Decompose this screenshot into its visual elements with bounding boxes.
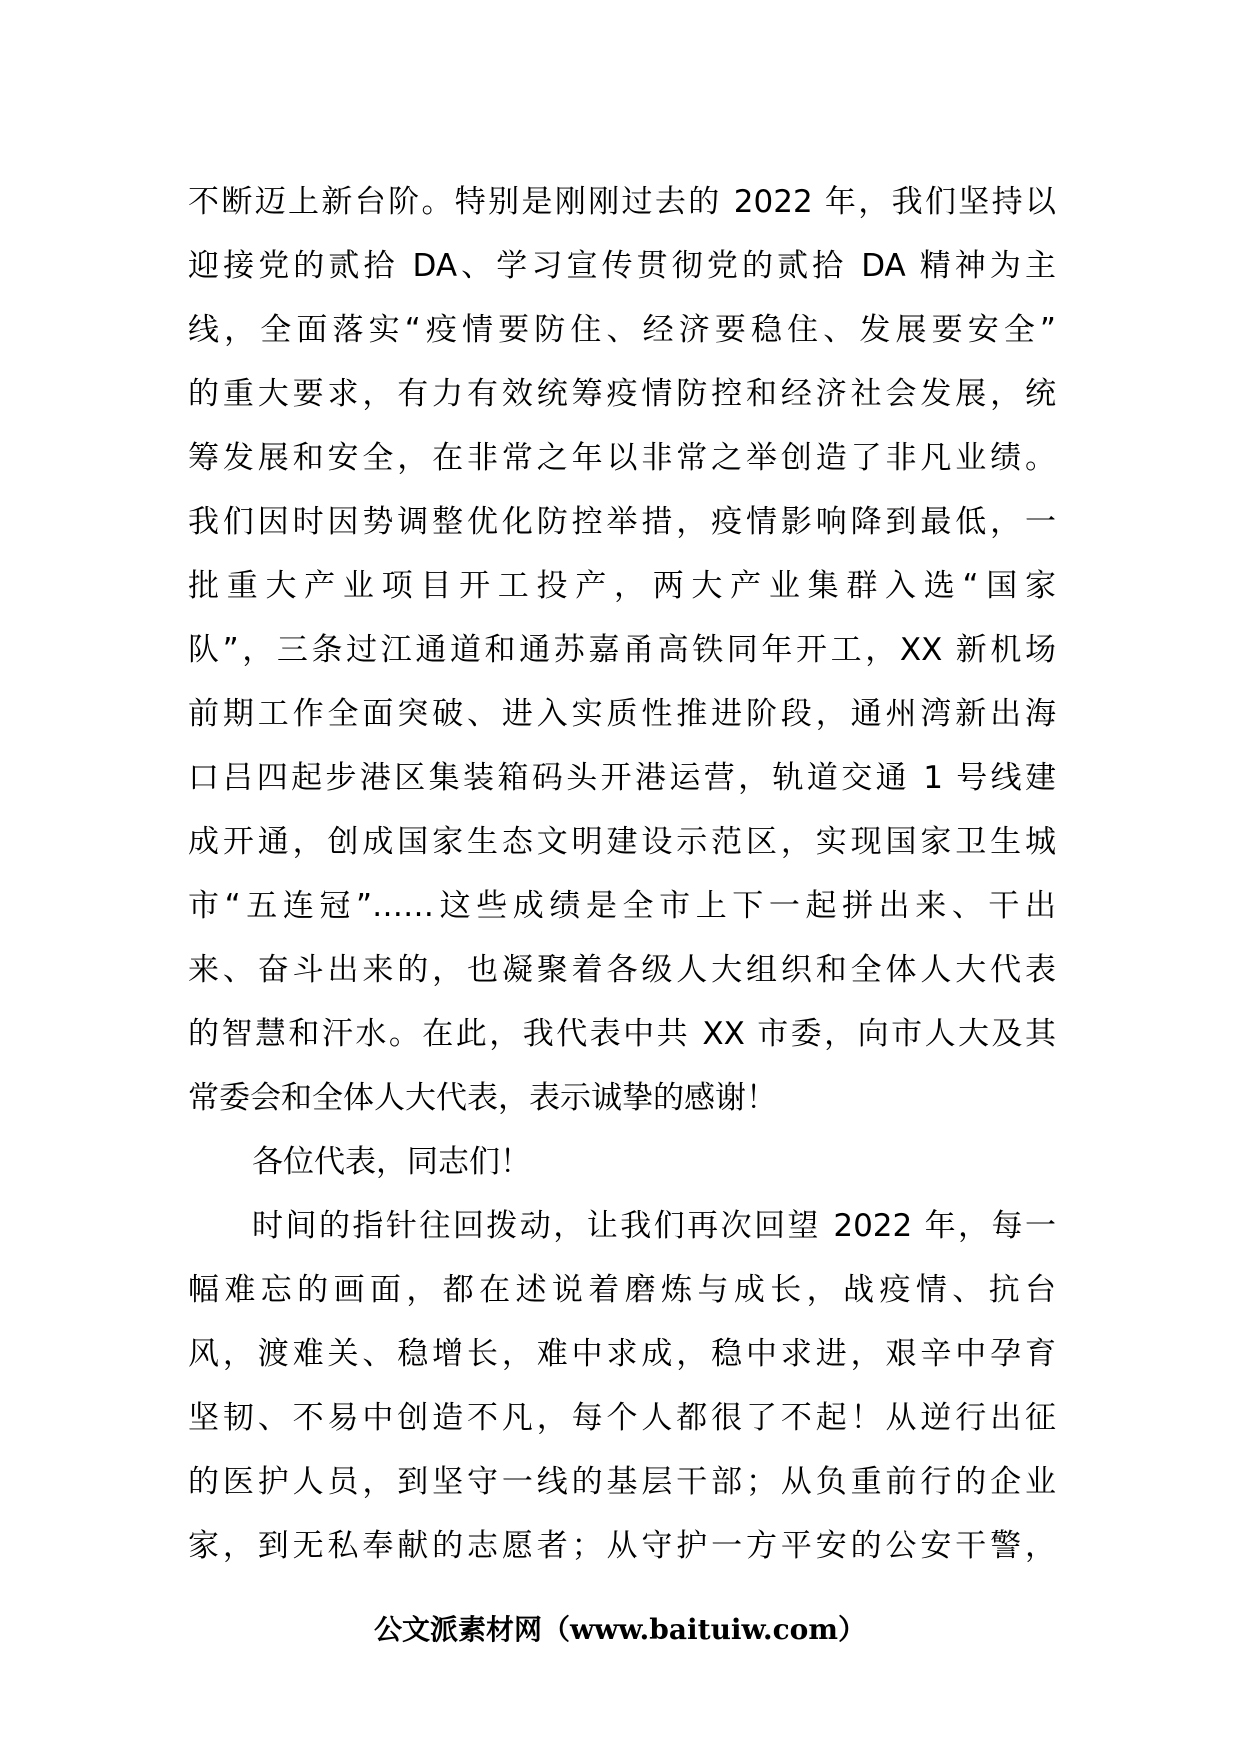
text-line: 成开通，创成国家生态文明建设示范区，实现国家卫生城 (188, 824, 1056, 860)
salutation-line: 各位代表，同志们！ (252, 1144, 531, 1180)
text-line: 队”，三条过江通道和通苏嘉甬高铁同年开工，XX 新机场 (188, 632, 1056, 668)
text-line: 线，全面落实“疫情要防住、经济要稳住、发展要安全” (188, 312, 1056, 348)
text-line: 批重大产业项目开工投产，两大产业集群入选“国家 (188, 568, 1056, 604)
text-line: 时间的指针往回拨动，让我们再次回望 2022 年，每一 (252, 1208, 1056, 1244)
text-line: 的医护人员，到坚守一线的基层干部；从负重前行的企业 (188, 1464, 1056, 1500)
text-line: 幅难忘的画面，都在述说着磨炼与成长，战疫情、抗台 (188, 1272, 1056, 1308)
text-line: 市“五连冠”……这些成绩是全市上下一起拼出来、干出 (188, 888, 1056, 924)
text-line: 迎接党的贰拾 DA、学习宣传贯彻党的贰拾 DA 精神为主 (188, 248, 1056, 284)
text-line: 筹发展和安全，在非常之年以非常之举创造了非凡业绩。 (188, 440, 1056, 476)
text-line: 家，到无私奉献的志愿者；从守护一方平安的公安干警， (188, 1528, 1056, 1564)
text-line: 不断迈上新台阶。特别是刚刚过去的 2022 年，我们坚持以 (188, 184, 1056, 220)
document-body (188, 170, 1056, 1578)
text-line: 前期工作全面突破、进入实质性推进阶段，通州湾新出海 (188, 696, 1056, 732)
text-line: 的智慧和汗水。在此，我代表中共 XX 市委，向市人大及其 (188, 1016, 1056, 1052)
text-line: 口吕四起步港区集装箱码头开港运营，轨道交通 1 号线建 (188, 760, 1056, 796)
text-line: 坚韧、不易中创造不凡，每个人都很了不起！从逆行出征 (188, 1400, 1056, 1436)
text-line: 的重大要求，有力有效统筹疫情防控和经济社会发展，统 (188, 376, 1056, 412)
text-line: 来、奋斗出来的，也凝聚着各级人大组织和全体人大代表 (188, 952, 1056, 988)
text-line: 常委会和全体人大代表，表示诚挚的感谢！ (188, 1080, 777, 1116)
text-line: 我们因时因势调整优化防控举措，疫情影响降到最低，一 (188, 504, 1056, 540)
footer-watermark: 公文派素材网（www.baituiw.com） (374, 1613, 866, 1646)
text-line: 风，渡难关、稳增长，难中求成，稳中求进，艰辛中孕育 (188, 1336, 1056, 1372)
